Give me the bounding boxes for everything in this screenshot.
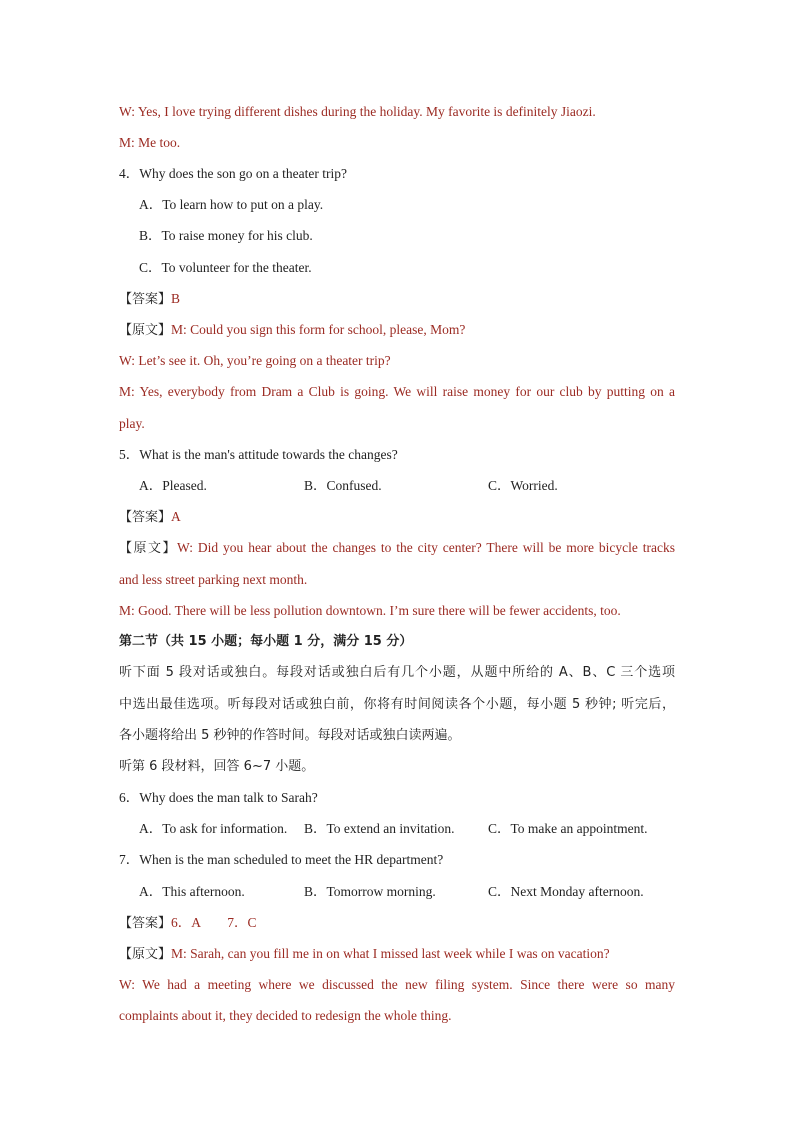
answer-value: B: [171, 291, 181, 306]
question-6: 6．Why does the man talk to Sarah?: [119, 790, 318, 805]
question-6-option-b: B．To extend an invitation.: [304, 821, 455, 836]
dialogue-line: W: Let’s see it. Oh, you’re going on a theater trip?: [119, 353, 391, 368]
question-7-option-b: B．Tomorrow morning.: [304, 884, 436, 899]
answer-5: [119, 508, 675, 527]
original-text: M: Sarah, can you fill me in on what I missed last week while I was on vacation?: [171, 946, 610, 961]
question-6-option-c: C．To make an appointment.: [488, 821, 648, 836]
question-7-option-c: C．Next Monday afternoon.: [488, 884, 644, 899]
answer-tag: 【答案】: [119, 292, 172, 307]
dialogue-line: and less street parking next month.: [119, 572, 308, 587]
question-4-option-c: C．To volunteer for the theater.: [139, 260, 312, 275]
instruction-line: 听下面 5 段对话或独白。每段对话或独白后有几个小题，从题中所给的 A、B、C 三个选项: [119, 665, 675, 680]
question-7: 7．When is the man scheduled to meet the HR department?: [119, 852, 444, 867]
dialogue-line: complaints about it, they decided to redesign the whole thing.: [119, 1008, 452, 1023]
original-text: M: Could you sign this form for school, please, Mom?: [171, 322, 466, 337]
question-7-option-a: A．This afternoon.: [139, 884, 245, 899]
question-5-option-a: A．Pleased.: [139, 478, 207, 493]
answer-tag: 【答案】: [119, 916, 172, 931]
original-tag: 【原文】: [119, 541, 178, 556]
question-5-option-c: C．Worried.: [488, 478, 558, 493]
question-4: 4．Why does the son go on a theater trip?: [119, 166, 347, 181]
dialogue-line: play.: [119, 416, 145, 431]
instruction-line: 听第 6 段材料，回答 6~7 小题。: [119, 759, 315, 774]
answer-value: 6．A 7．C: [171, 915, 257, 930]
section-heading: 第二节（共 15 小题；每小题 1 分，满分 15 分）: [119, 634, 413, 649]
answer-value: A: [171, 509, 181, 524]
dialogue-line: W: We had a meeting where we discussed the new filing system. Since there were so many: [119, 977, 675, 992]
dialogue-line: M: Yes, everybody from Dram a Club is going. We will raise money for our club by putting on a: [119, 384, 675, 399]
question-4-option-a: A．To learn how to put on a play.: [139, 197, 324, 212]
question-5-option-b: B．Confused.: [304, 478, 382, 493]
original-text-6-7: [119, 945, 675, 964]
answer-tag: 【答案】: [119, 510, 172, 525]
original-tag: 【原文】: [119, 323, 172, 338]
original-text-4: [119, 321, 675, 340]
dialogue-line: M: Good. There will be less pollution downtown. I’m sure there will be fewer accidents, too.: [119, 603, 621, 618]
answer-6-7: [119, 914, 675, 933]
instruction-line: 各小题将给出 5 秒钟的作答时间。每段对话或独白读两遍。: [119, 728, 461, 743]
original-text: W: Did you hear about the changes to the city center? There will be more bicycle tracks: [177, 540, 675, 555]
original-text-5: [119, 539, 675, 558]
question-6-option-a: A．To ask for information.: [139, 821, 288, 836]
dialogue-line: M: Me too.: [119, 135, 181, 150]
answer-4: [119, 290, 675, 309]
question-5: 5．What is the man's attitude towards the changes?: [119, 447, 398, 462]
original-tag: 【原文】: [119, 947, 172, 962]
question-4-option-b: B．To raise money for his club.: [139, 228, 313, 243]
instruction-line: 中选出最佳选项。听每段对话或独白前，你将有时间阅读各个小题，每小题 5 秒钟; 听完后，: [119, 697, 675, 712]
dialogue-line: W: Yes, I love trying different dishes during the holiday. My favorite is definitely Jiaozi.: [119, 104, 596, 119]
